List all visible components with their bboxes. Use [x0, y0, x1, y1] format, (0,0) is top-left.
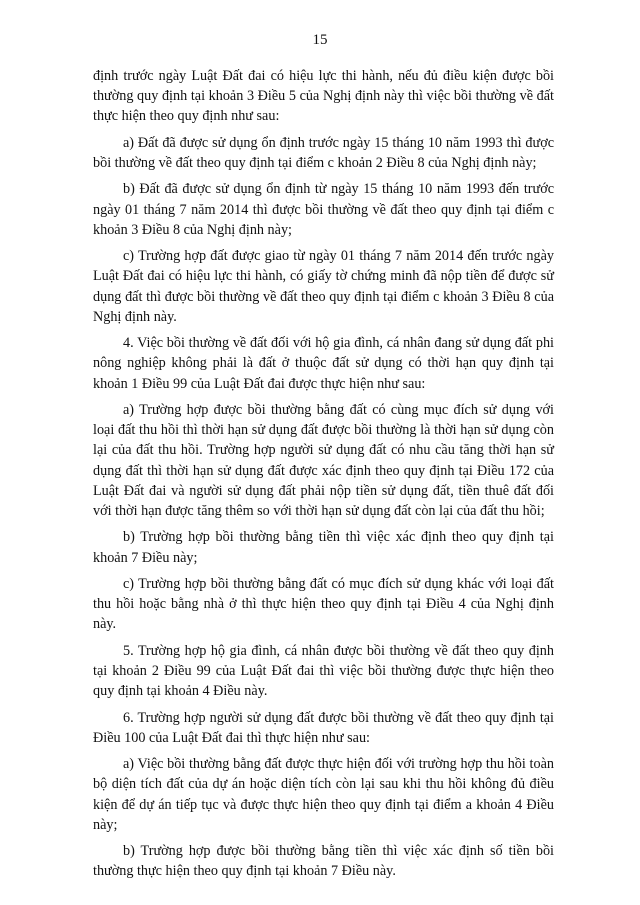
paragraph-section-6: 6. Trường hợp người sử dụng đất được bồi thường về đất theo quy định tại Điều 100 của Luật Đất đai thì thực hiện như sau:: [93, 709, 554, 746]
paragraph-section-4-item-c: c) Trường hợp bồi thường bằng đất có mục đích sử dụng khác với loại đất thu hồi hoặc bằng nhà ở thì thực hiện theo quy định tại Điều 4 của Nghị định này.: [93, 575, 554, 633]
paragraph-section-5: 5. Trường hợp hộ gia đình, cá nhân được bồi thường về đất theo quy định tại khoản 2 Điều 99 của Luật Đất đai thì việc bồi thường được thực hiện theo quy định tại khoản 4 Điều này.: [93, 642, 554, 700]
paragraph-continuation: định trước ngày Luật Đất đai có hiệu lực thi hành, nếu đủ điều kiện được bồi thường quy định tại khoản 3 Điều 5 của Nghị định này thì việc bồi thường về đất thực hiện theo quy định như sau:: [93, 68, 554, 125]
page-number: 15: [312, 32, 328, 48]
paragraph-section-4-item-b: b) Trường hợp bồi thường bằng tiền thì việc xác định theo quy định tại khoản 7 Điều này;: [93, 529, 554, 566]
paragraph-section-6-item-a: a) Việc bồi thường bằng đất được thực hiện đối với trường hợp thu hồi toàn bộ diện tích đất của dự án hoặc diện tích còn lại sau khi thu hồi không đủ điều kiện để dự án tiếp tục và được thực hiện theo quy định tại điểm a khoản 4 Điều này;: [93, 756, 554, 833]
paragraph-section-4: 4. Việc bồi thường về đất đối với hộ gia đình, cá nhân đang sử dụng đất phi nông nghiệp không phải là đất ở thuộc đất sử dụng có thời hạn quy định tại khoản 1 Điều 99 của Luật Đất đai được thực hiện như sau:: [93, 335, 554, 392]
paragraph-item-c: c) Trường hợp đất được giao từ ngày 01 tháng 7 năm 2014 đến trước ngày Luật Đất đai có hiệu lực thi hành, có giấy tờ chứng minh đã nộp tiền để được sử dụng đất thì được bồi thường về đất theo quy định tại điểm c khoản 3 Điều 8 của Nghị định này.: [93, 248, 554, 325]
paragraph-section-6-item-b: b) Trường hợp được bồi thường bằng tiền thì việc xác định số tiền bồi thường thực hiện theo quy định tại khoản 7 Điều này.: [93, 843, 554, 880]
paragraph-item-b: b) Đất đã được sử dụng ổn định từ ngày 15 tháng 10 năm 1993 đến trước ngày 01 tháng 7 năm 2014 thì được bồi thường về đất theo quy định tại điểm c khoản 3 Điều 8 của Nghị định này;: [93, 181, 554, 238]
document-body: [93, 66, 554, 888]
paragraph-section-4-item-a: a) Trường hợp được bồi thường bằng đất có cùng mục đích sử dụng với loại đất thu hồi thì thời hạn sử dụng đất được bồi thường là thời hạn sử dụng còn lại của đất thu hồi. Trường hợp người sử dụng đất có nhu cầu tăng thời hạn sử dụng đất thì thời hạn sử dụng đất được xác định theo quy định tại Điều 172 của Luật Đất đai và người sử dụng đất phải nộp tiền sử dụng đất, tiền thuê đất đối với thời hạn được tăng thêm so với thời hạn sử dụng đất còn lại của đất thu hồi;: [93, 401, 554, 519]
paragraph-item-a: a) Đất đã được sử dụng ổn định trước ngày 15 tháng 10 năm 1993 thì được bồi thường về đất theo quy định tại điểm c khoản 2 Điều 8 của Nghị định này;: [93, 134, 554, 171]
